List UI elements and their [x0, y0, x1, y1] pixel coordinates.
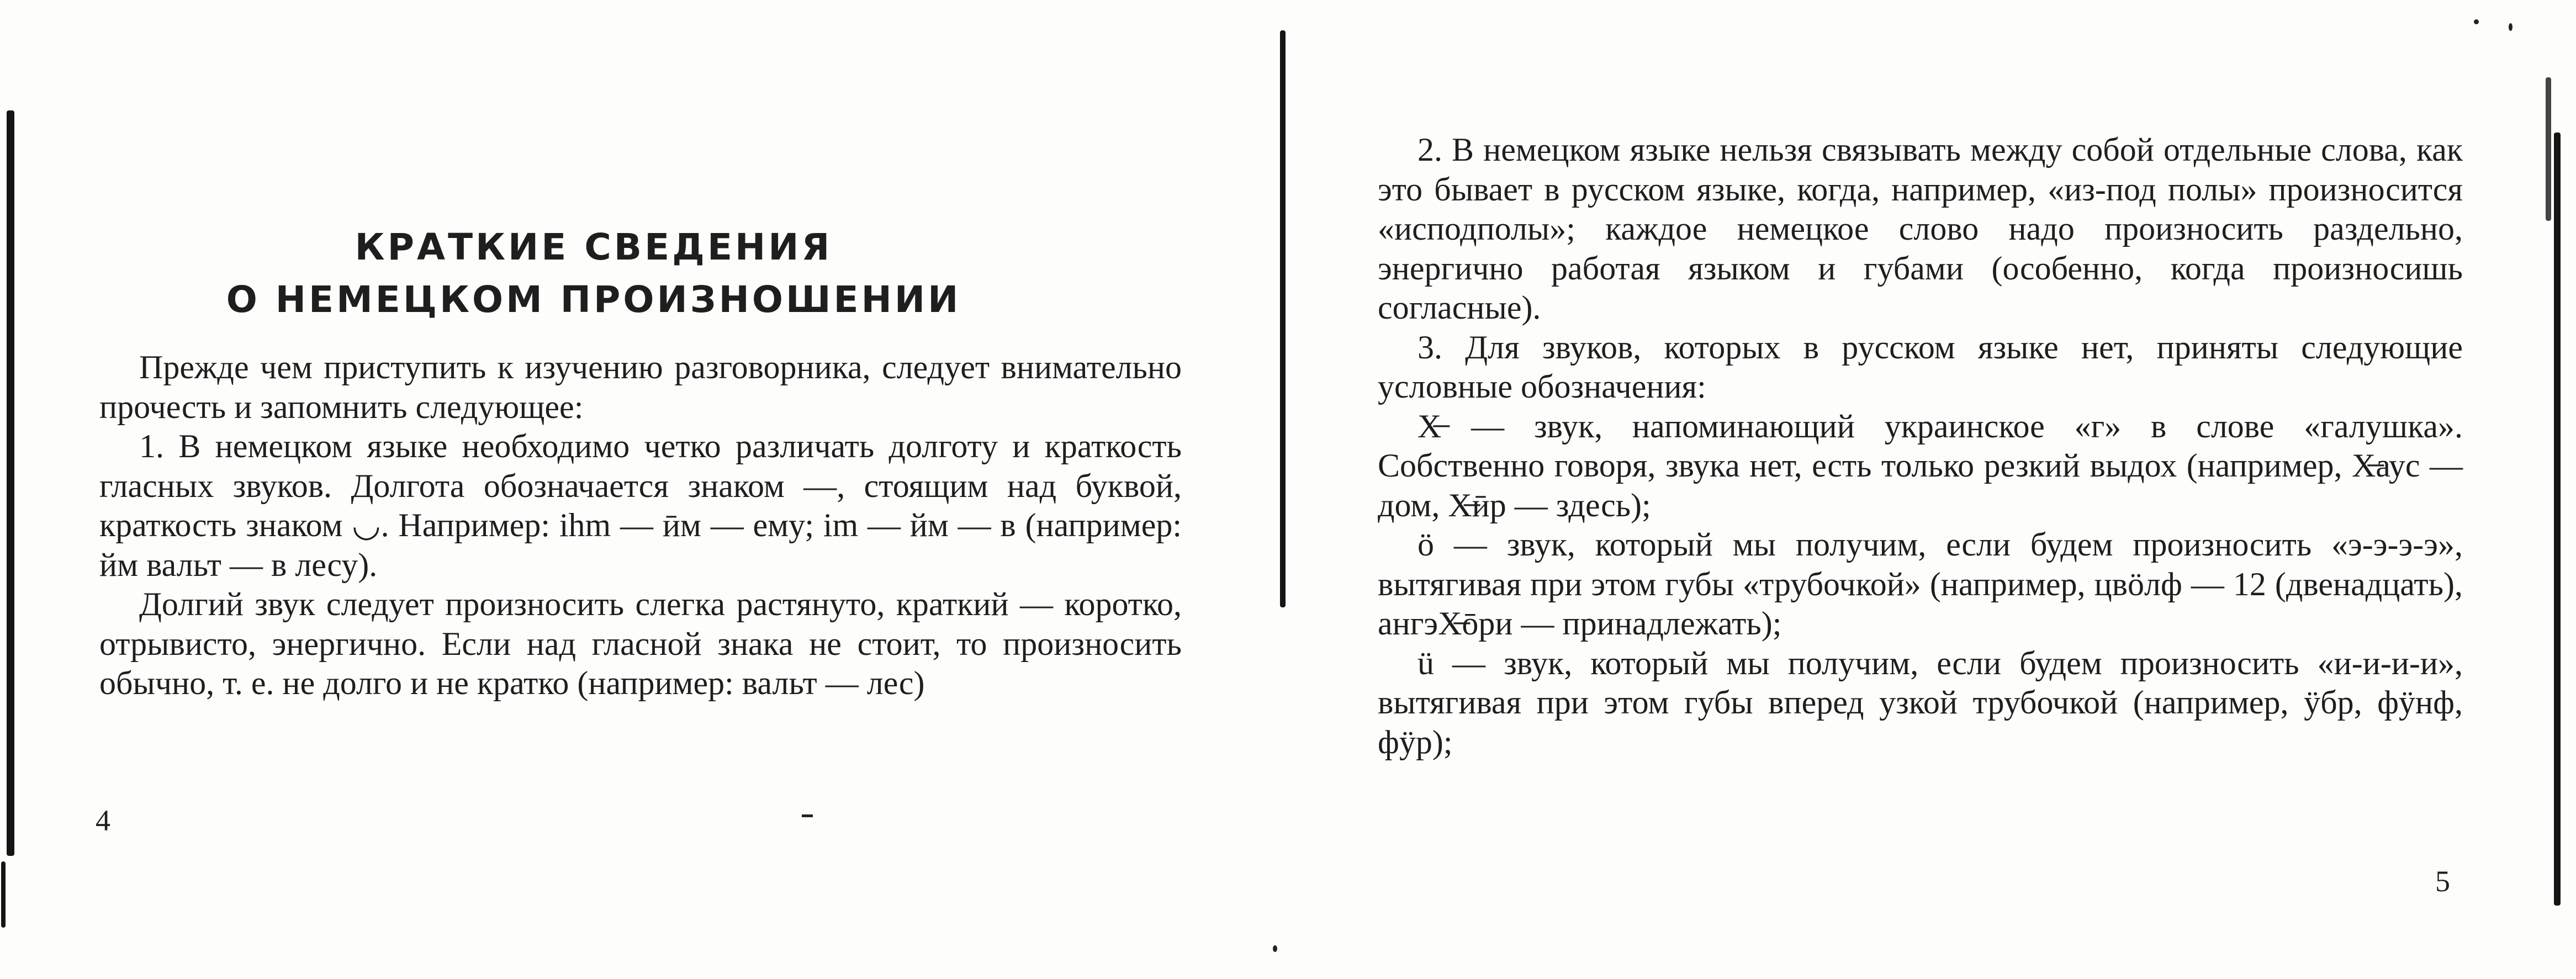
paragraph: 1. В немецком языке необходимо четко различать долготу и краткость гласных звуков. Долгота обозначается знаком —, стоящим над буквой, краткость знаком ◡. Например: ihm — ӣм — ему; im — йм — в (например: йм вальт — в лесу). — [99, 428, 1182, 583]
right-page-body — [1378, 130, 2463, 762]
right-page — [1287, 0, 2576, 979]
paragraph: 2. В немецком языке нельзя связывать между собой отдельные слова, как это бывает в русском языке, когда, например, «из-под полы» произносится «исподполы»; каждое немецкое слово надо произносить раздельно, энергично работая языком и губами (особенно, когда произносишь согласные). — [1378, 131, 2463, 326]
left-page-body — [99, 348, 1182, 703]
paragraph: 3. Для звуков, которых в русском языке нет, приняты следующие условные обозначения: — [1378, 329, 2463, 405]
paragraph: Долгий звук следует произносить слегка растянуто, краткий — коротко, отрывисто, энергично. Если над гласной знака не стоит, то произносить обычно, т. е. не долго и не кратко (например: вальт — лес) — [99, 586, 1182, 701]
paragraph: Х̶ — звук, напоминающий украинское «г» в слове «галушка». Собственно говоря, звука нет, есть только резкий выдох (например, Х̶аус — дом, Х̶ӣр — здесь); — [1378, 408, 2463, 523]
paragraph: ö — звук, который мы получим, если будем произносить «э-э-э-э», вытягивая при этом губы «трубочкой» (например, цвöлф — 12 (двенадцать), ангэХ̶ōри — принадлежать); — [1378, 526, 2463, 642]
page-number: 5 — [2435, 865, 2450, 898]
section-title-line-2: О НЕМЕЦКОМ ПРОИЗНОШЕНИИ — [226, 278, 961, 321]
paragraph: Прежде чем приступить к изучению разговорника, следует внимательно прочесть и запомнить следующее: — [99, 349, 1182, 425]
paragraph: ü — звук, который мы получим, если будем произносить «и-и-и-и», вытягивая при этом губы вперед узкой трубочкой (например, ӱбр, фӱнф, фӱр); — [1378, 644, 2463, 760]
section-title-line-1: КРАТКИЕ СВЕДЕНИЯ — [355, 226, 833, 268]
left-page — [0, 0, 1287, 979]
page-number: 4 — [96, 804, 110, 837]
